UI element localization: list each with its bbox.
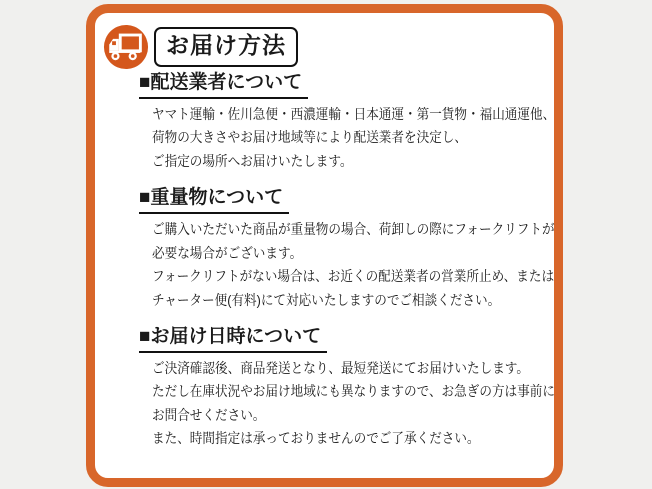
text-line: フォークリフトがない場合は、お近くの配送業者の営業所止め、または xyxy=(152,268,555,285)
text-line: 荷物の大きさやお届け地域等により配送業者を決定し、 xyxy=(152,129,467,146)
delivery-info-card xyxy=(86,4,563,487)
text-line: チャーター便(有料)にて対応いたしますのでご相談ください。 xyxy=(152,291,501,308)
section-heavy-items-body xyxy=(152,218,554,312)
text-line: ヤマト運輸・佐川急便・西濃運輸・日本通運・第一貨物・福山通運他、 xyxy=(152,105,556,122)
card-header xyxy=(103,24,554,70)
text-line: ご決済確認後、商品発送となり、最短発送にてお届けいたします。 xyxy=(152,359,530,376)
section-delivery-datetime-heading: ■お届け日時について xyxy=(139,326,327,353)
page-title: お届け方法 xyxy=(154,27,298,67)
truck-icon xyxy=(103,24,149,70)
text-line: ただし在庫状況やお届け地域にも異なりますので、お急ぎの方は事前に xyxy=(152,383,555,400)
text-line: ご購入いただいた商品が重量物の場合、荷卸しの際にフォークリフトが xyxy=(152,221,555,238)
section-heavy-items xyxy=(139,187,554,312)
text-line: お問合せください。 xyxy=(152,406,266,423)
section-delivery-datetime xyxy=(139,326,554,451)
text-line: また、時間指定は承っておりませんのでご了承ください。 xyxy=(152,430,480,447)
section-heavy-items-heading: ■重量物について xyxy=(139,187,289,214)
section-delivery-datetime-body xyxy=(152,357,554,451)
section-carriers-body xyxy=(152,103,554,174)
section-carriers-heading: ■配送業者について xyxy=(139,72,308,99)
text-line: 必要な場合がございます。 xyxy=(152,244,303,261)
text-line: ご指定の場所へお届けいたします。 xyxy=(152,152,353,169)
section-carriers xyxy=(139,72,554,173)
